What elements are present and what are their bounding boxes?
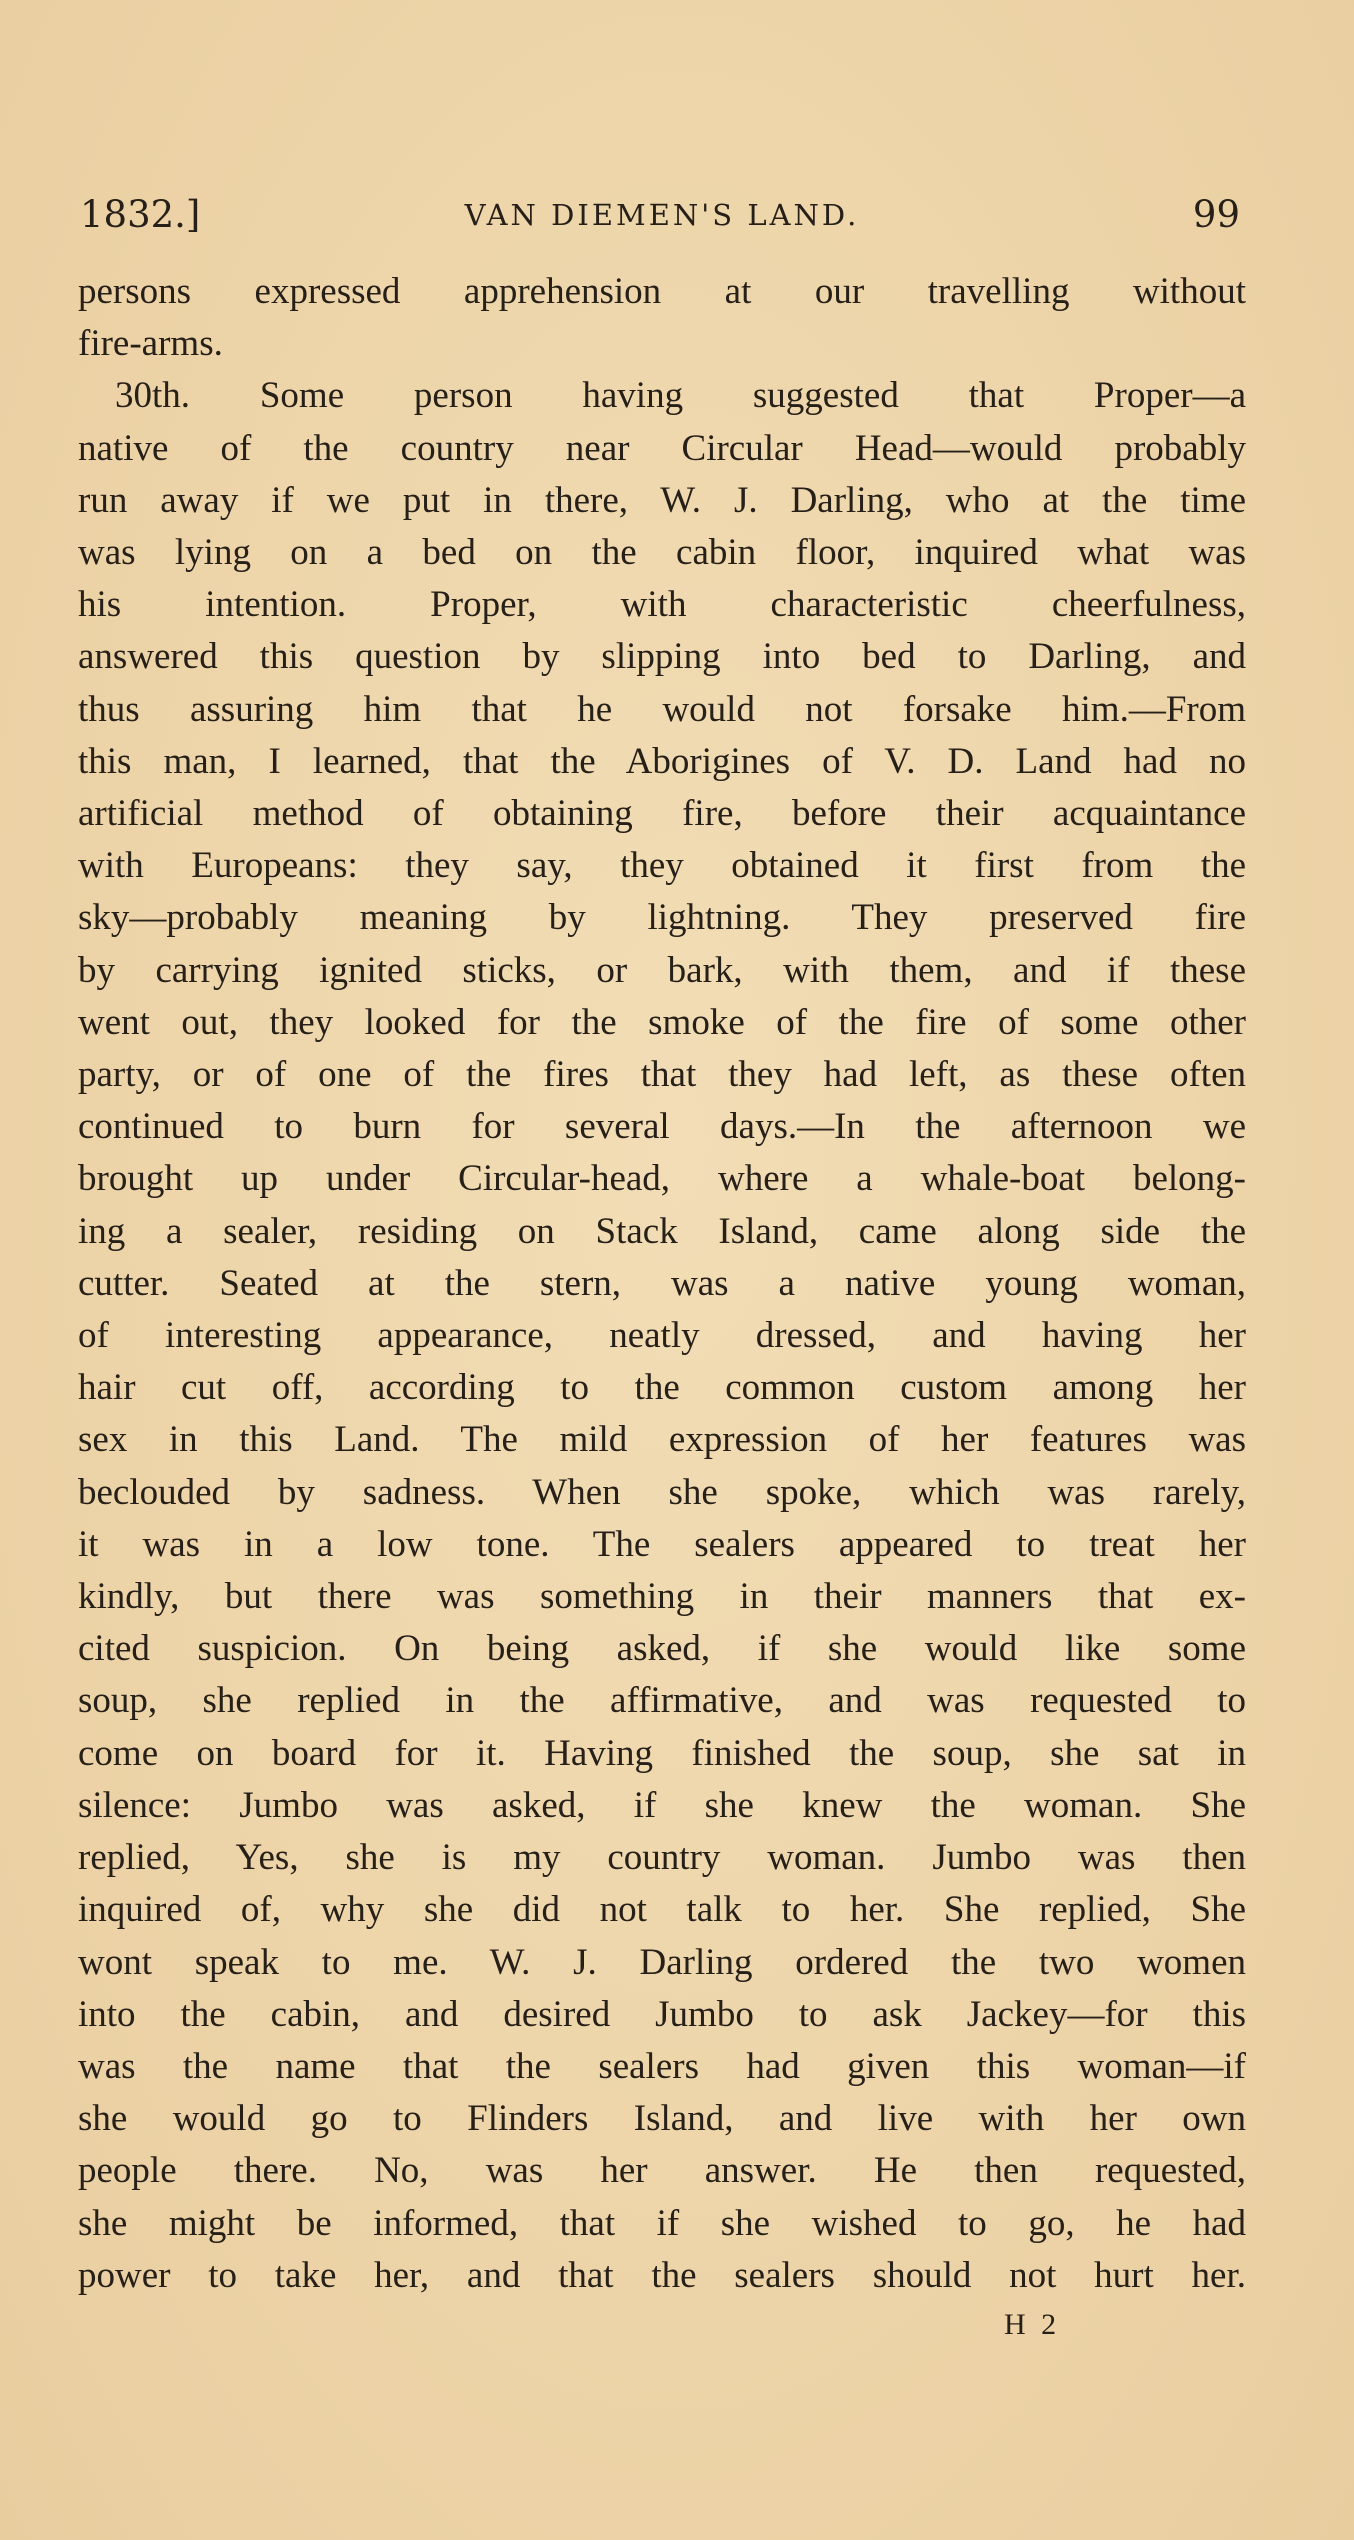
text-line: sex in this Land. The mild expression of her features was <box>78 1419 1246 1461</box>
text-line: beclouded by sadness. When she spoke, which was rarely, <box>78 1471 1246 1513</box>
text-line: of interesting appearance, neatly dressed, and having her <box>78 1315 1246 1357</box>
text-line: fire-arms. <box>78 323 223 365</box>
text-line: it was in a low tone. The sealers appeared to treat her <box>78 1523 1246 1565</box>
text-line: soup, she replied in the affirmative, and was requested to <box>78 1680 1246 1722</box>
text-line: people there. No, was her answer. He then requested, <box>78 2150 1246 2192</box>
signature-mark <box>78 2304 1246 2354</box>
text-line: continued to burn for several days.—In the afternoon we <box>78 1106 1246 1148</box>
text-line: power to take her, and that the sealers should not hurt her. <box>78 2254 1246 2296</box>
body-text <box>78 266 1246 2302</box>
text-line: inquired of, why she did not talk to her. She replied, She <box>78 1889 1246 1931</box>
text-line: thus assuring him that he would not forsake him.—From <box>78 688 1246 730</box>
text-line: answered this question by slipping into bed to Darling, and <box>78 636 1246 678</box>
text-line: hair cut off, according to the common custom among her <box>78 1367 1246 1409</box>
signature-text: H 2 <box>1004 2307 1061 2341</box>
text-line: with Europeans: they say, they obtained it first from the <box>78 845 1246 887</box>
text-line: persons expressed apprehension at our travelling without <box>78 271 1246 312</box>
header-year: 1832.] <box>80 193 201 236</box>
text-line: this man, I learned, that the Aborigines of V. D. Land had no <box>78 740 1246 782</box>
text-line: by carrying ignited sticks, or bark, with them, and if these <box>78 949 1246 991</box>
text-line: silence: Jumbo was asked, if she knew the woman. She <box>78 1784 1246 1826</box>
book-page <box>78 190 1246 2354</box>
text-line: party, or of one of the fires that they had left, as these often <box>78 1054 1246 1096</box>
text-line: was the name that the sealers had given this woman—if <box>78 2045 1246 2087</box>
text-line: artificial method of obtaining fire, before their acquaintance <box>78 793 1246 835</box>
running-head <box>78 190 1246 240</box>
text-line: run away if we put in there, W. J. Darling, who at the time <box>78 479 1246 521</box>
text-line: ing a sealer, residing on Stack Island, came along side the <box>78 1210 1246 1252</box>
text-line: she might be informed, that if she wished to go, he had <box>78 2202 1246 2244</box>
text-line: was lying on a bed on the cabin floor, inquired what was <box>78 532 1246 574</box>
text-line: 30th. Some person having suggested that Proper—a <box>115 375 1246 417</box>
text-line: into the cabin, and desired Jumbo to ask Jackey—for this <box>78 1993 1246 2035</box>
text-line: brought up under Circular-head, where a whale-boat belong- <box>78 1158 1246 1200</box>
text-line: his intention. Proper, with characteristic cheerfulness, <box>78 584 1246 626</box>
page-number: 99 <box>1192 193 1240 236</box>
text-line: went out, they looked for the smoke of the fire of some other <box>78 1001 1246 1043</box>
text-line: cited suspicion. On being asked, if she would like some <box>78 1628 1246 1670</box>
text-line: replied, Yes, she is my country woman. Jumbo was then <box>78 1837 1246 1879</box>
text-line: come on board for it. Having finished the soup, she sat in <box>78 1732 1246 1774</box>
text-line: kindly, but there was something in their manners that ex- <box>78 1576 1246 1618</box>
text-line: native of the country near Circular Head—would probably <box>78 427 1246 469</box>
header-title: VAN DIEMEN'S LAND. <box>464 198 860 232</box>
text-line: cutter. Seated at the stern, was a native young woman, <box>78 1262 1246 1304</box>
text-line: sky—probably meaning by lightning. They preserved fire <box>78 897 1246 939</box>
text-line: wont speak to me. W. J. Darling ordered the two women <box>78 1941 1246 1983</box>
text-line: she would go to Flinders Island, and live with her own <box>78 2098 1246 2140</box>
